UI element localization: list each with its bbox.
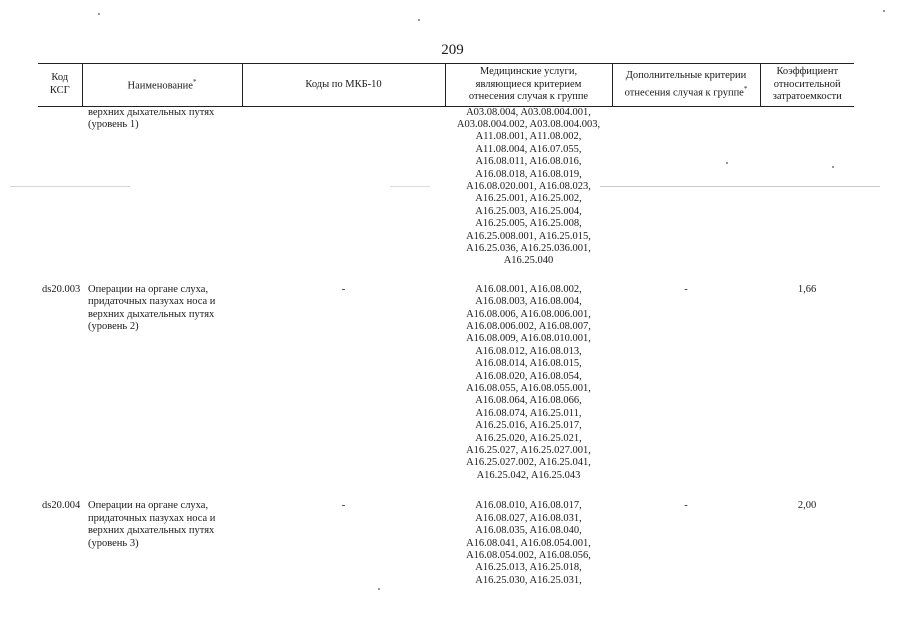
header-coefficient <box>760 64 854 107</box>
cell-services-line: A16.25.003, A16.25.004, <box>475 205 582 217</box>
header-services-line: являющиеся критерием <box>475 78 582 90</box>
cell-mkb-line: - <box>341 283 346 295</box>
cell-mkb <box>242 284 445 483</box>
cell-name-line: (уровень 3) <box>88 537 139 549</box>
cell-name-line: верхних дыхательных путях <box>88 106 215 118</box>
cell-mkb <box>242 106 445 268</box>
header-additional <box>612 64 760 107</box>
cell-coefficient <box>760 106 854 268</box>
cell-services <box>445 284 612 483</box>
cell-services-line: A16.08.009, A16.08.010.001, <box>466 333 591 345</box>
footnote-mark: * <box>192 78 197 87</box>
cell-name-line: верхних дыхательных путях <box>88 525 215 537</box>
cell-services-line: A16.25.005, A16.25.008, <box>475 218 582 230</box>
scan-speck <box>418 19 420 21</box>
cell-services-line: A16.08.054.002, A16.08.056, <box>466 549 591 561</box>
header-code <box>38 64 82 107</box>
cell-coefficient-line: 1,66 <box>797 283 817 295</box>
header-code-line: КСГ <box>49 84 70 96</box>
cell-services-line: A16.08.018, A16.08.019, <box>475 168 582 180</box>
cell-services-line: A16.25.013, A16.25.018, <box>475 562 582 574</box>
cell-services-line: A16.08.020, A16.08.054, <box>475 370 582 382</box>
scan-speck <box>98 13 100 15</box>
table-row <box>38 284 854 483</box>
cell-code-line: ds20.004 <box>42 500 81 512</box>
cell-name <box>82 284 242 483</box>
cell-services-line: A16.25.020, A16.25.021, <box>475 432 582 444</box>
cell-code <box>38 106 82 268</box>
cell-mkb <box>242 500 445 587</box>
row-spacer <box>38 268 854 284</box>
row-spacer <box>38 482 854 500</box>
cell-services-line: A16.25.008.001, A16.25.015, <box>466 230 591 242</box>
table-row <box>38 106 854 268</box>
header-additional-line: отнесения случая к группе <box>624 87 744 98</box>
cell-code <box>38 500 82 587</box>
cell-code-line: ds20.003 <box>42 283 81 295</box>
cell-services-line: A16.08.006.002, A16.08.007, <box>466 321 591 332</box>
cell-coefficient <box>760 284 854 483</box>
header-services-line: Медицинские услуги, <box>479 66 578 77</box>
cell-services-line: A16.08.003, A16.08.004, <box>475 296 582 308</box>
cell-services-line: A11.08.001, A11.08.002, <box>475 131 582 143</box>
header-services-line: отнесения случая к группе <box>468 91 589 102</box>
cell-services-line: A16.25.036, A16.25.036.001, <box>466 242 591 254</box>
cell-services-line: A16.25.042, A16.25.043 <box>476 469 581 481</box>
cell-services-line: A16.08.064, A16.08.066, <box>475 395 582 407</box>
cell-additional <box>612 500 760 587</box>
cell-services-line: A16.08.027, A16.08.031, <box>475 512 582 524</box>
cell-services-line: A16.25.027.002, A16.25.041, <box>466 457 591 469</box>
cell-mkb-line: - <box>341 500 346 512</box>
cell-services-line: A16.08.055, A16.08.055.001, <box>466 383 591 395</box>
cell-name-line: Операции на органе слуха, <box>88 500 209 512</box>
header-mkb-text: Коды по МКБ-10 <box>305 78 382 90</box>
cell-name-line: Операции на органе слуха, <box>88 283 209 295</box>
cell-name-line: верхних дыхательных путях <box>88 308 215 320</box>
header-coefficient-line: затратоемкости <box>772 91 842 102</box>
cell-services-line: A16.25.001, A16.25.002, <box>475 193 582 205</box>
header-code-line: Код <box>51 72 69 84</box>
cell-additional-line: - <box>684 500 688 512</box>
ksg-table <box>38 63 854 587</box>
footnote-mark: * <box>743 84 748 93</box>
cell-name <box>82 106 242 268</box>
cell-name-line: придаточных пазухах носа и <box>88 296 216 308</box>
cell-services-line: A16.08.074, A16.25.011, <box>475 407 582 419</box>
header-coefficient-line: относительной <box>773 78 841 90</box>
cell-services-line: A16.08.012, A16.08.013, <box>475 345 582 357</box>
cell-coefficient-line: 2,00 <box>797 500 817 512</box>
cell-additional <box>612 284 760 483</box>
cell-additional-line: - <box>684 283 688 295</box>
scan-speck <box>883 10 885 12</box>
cell-name-line: (уровень 2) <box>88 321 139 332</box>
cell-services-line: A16.08.001, A16.08.002, <box>475 283 582 295</box>
cell-services <box>445 500 612 587</box>
cell-services-line: A16.08.006, A16.08.006.001, <box>466 308 591 320</box>
cell-services-line: A03.08.004, A03.08.004.001, <box>466 106 591 118</box>
header-services <box>445 64 612 107</box>
cell-coefficient <box>760 500 854 587</box>
cell-services-line: A11.08.004, A16.07.055, <box>475 143 582 155</box>
header-additional-line: Дополнительные критерии <box>625 70 747 81</box>
scan-speck <box>378 588 380 590</box>
page-number: 209 <box>441 42 464 58</box>
header-name <box>82 64 242 107</box>
cell-name-line: придаточных пазухах носа и <box>88 512 216 524</box>
header-coefficient-line: Коэффициент <box>776 66 839 77</box>
header-mkb <box>242 64 445 107</box>
cell-services-line: A16.08.014, A16.08.015, <box>475 358 582 370</box>
cell-services-line: A16.25.027, A16.25.027.001, <box>466 445 591 457</box>
cell-services-line: A16.08.020.001, A16.08.023, <box>466 180 591 192</box>
cell-services-line: A16.08.035, A16.08.040, <box>475 525 582 537</box>
cell-code <box>38 284 82 483</box>
table-header-row <box>38 64 854 107</box>
cell-services-line: A16.08.010, A16.08.017, <box>475 500 582 512</box>
cell-services-line: A16.25.040 <box>503 255 554 267</box>
cell-services-line: A16.08.041, A16.08.054.001, <box>466 537 591 549</box>
cell-name <box>82 500 242 587</box>
table-body <box>38 106 854 587</box>
cell-services-line: A03.08.004.002, A03.08.004.003, <box>456 118 601 130</box>
cell-services-line: A16.25.016, A16.25.017, <box>475 420 582 432</box>
cell-additional <box>612 106 760 268</box>
row-spacer-cell <box>38 268 854 284</box>
cell-services-line: A16.25.030, A16.25.031, <box>475 574 582 586</box>
header-name-text: Наименование <box>127 80 193 92</box>
cell-services <box>445 106 612 268</box>
table-row <box>38 500 854 587</box>
cell-name-line: (уровень 1) <box>88 118 139 130</box>
cell-services-line: A16.08.011, A16.08.016, <box>475 156 582 168</box>
row-spacer-cell <box>38 482 854 500</box>
